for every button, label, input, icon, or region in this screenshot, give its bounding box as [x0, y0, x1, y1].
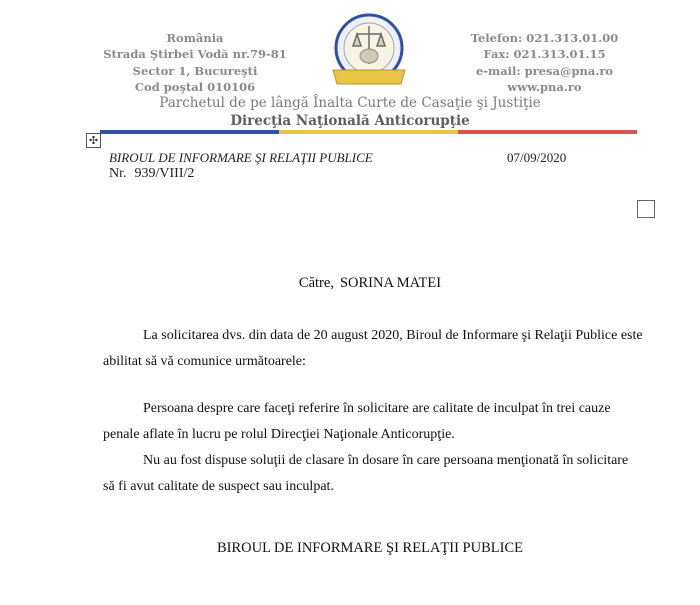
addressee-label: Către, — [298, 275, 334, 291]
contact-block — [452, 30, 637, 95]
divider-blue — [100, 130, 279, 134]
dna-seal-logo — [323, 12, 415, 90]
address-sector: Sector 1, Bucureşti — [132, 63, 258, 78]
paragraph-3 — [103, 448, 643, 500]
address-country: România — [166, 31, 224, 45]
tricolor-divider — [100, 130, 637, 134]
paragraph-1-text: La solicitarea dvs. din data de 20 august 2020, Biroul de Informare şi Relaţii Publice este abilitat să vă comunice următoarele: — [103, 328, 643, 369]
divider-yellow — [279, 130, 458, 134]
contact-email[interactable]: e-mail: presa@pna.ro — [475, 63, 614, 78]
divider-red — [458, 130, 637, 134]
paragraph-3-text: Nu au fost dispuse soluţii de clasare în dosare în care persoana menţionată în solicitare să fi avut calitate de suspect sau inculpat. — [103, 453, 629, 494]
contact-website[interactable]: www.pna.ro — [507, 79, 582, 94]
document-date: 07/09/2020 — [507, 150, 567, 165]
addressee-name: SORINA MATEI — [339, 275, 442, 291]
signature: BIROUL DE INFORMARE ŞI RELAŢII PUBLICE — [217, 540, 523, 556]
address-block — [100, 30, 290, 95]
table-move-handle-icon[interactable]: ✣ — [86, 133, 101, 148]
addressee — [100, 275, 640, 292]
number-label: Nr. — [109, 166, 127, 181]
paragraph-2-text: Persoana despre care faceţi referire în solicitare are calitate de inculpat în trei cauze penale aflate în lucru pe rolul Direcţiei Naţionale Anticorupţie. — [103, 401, 611, 442]
registration-number — [109, 166, 194, 182]
department-label: BIROUL DE INFORMARE ŞI RELAŢII PUBLICE — [109, 150, 373, 165]
institution-title: Parchetul de pe lângă Înalta Curte de Casaţie şi Justiţie — [159, 95, 541, 111]
checkbox[interactable] — [637, 200, 655, 218]
number-value: 939/VIII/2 — [134, 166, 195, 181]
contact-phone: Telefon: 021.313.01.00 — [470, 31, 619, 45]
address-postal-code: Cod poştal 010106 — [134, 79, 256, 94]
paragraph-2 — [103, 396, 643, 448]
contact-fax: Fax: 021.313.01.15 — [483, 47, 606, 62]
directorate-title: Direcţia Naţională Anticorupţie — [230, 113, 470, 129]
paragraph-1 — [103, 323, 643, 375]
address-street: Strada Ştirbei Vodă nr.79-81 — [103, 47, 287, 62]
